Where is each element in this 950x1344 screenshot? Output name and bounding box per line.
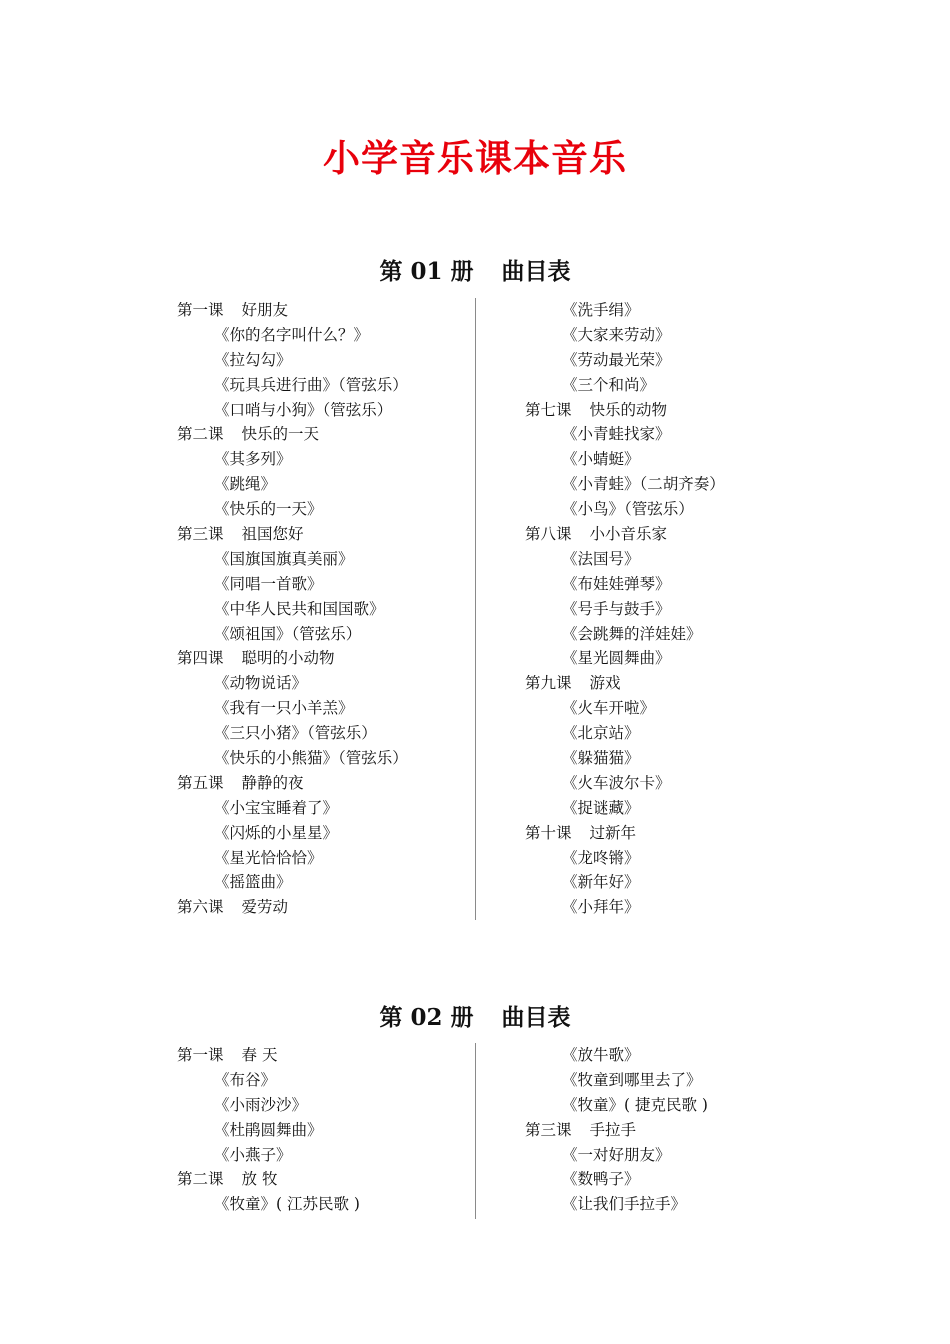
song-title: 《同唱一首歌》 xyxy=(214,574,323,593)
volume-subtitle: 曲目表 xyxy=(501,1004,571,1031)
lesson-heading xyxy=(177,422,408,447)
song-title: 《小雨沙沙》 xyxy=(214,1095,308,1114)
song-title: 《一对好朋友》 xyxy=(562,1145,671,1164)
lesson-number: 第五课 xyxy=(177,773,224,792)
lesson-title: 游戏 xyxy=(589,674,621,693)
song-title: 《牧童》( 捷克民歌 ) xyxy=(562,1095,708,1114)
song-title: 《三个和尚》 xyxy=(562,375,656,394)
volume-subtitle: 曲目表 xyxy=(501,258,571,285)
song-title: 《快乐的小熊猫》（管弦乐） xyxy=(214,749,408,768)
lesson-number: 第三课 xyxy=(525,1120,572,1139)
song-title: 《劳动最光荣》 xyxy=(562,350,671,369)
lesson-title: 春 天 xyxy=(241,1046,278,1064)
song-title: 《火车波尔卡》 xyxy=(562,773,671,792)
volume-label: 第 02 册 xyxy=(379,1004,474,1031)
song-title: 《国旗国旗真美丽》 xyxy=(214,549,354,568)
lesson-heading xyxy=(525,671,725,696)
volume-heading xyxy=(0,253,950,286)
song-title: 《玩具兵进行曲》（管弦乐） xyxy=(214,375,408,394)
lesson-title: 快乐的动物 xyxy=(589,400,668,419)
song-title: 《动物说话》 xyxy=(214,674,308,693)
song-title: 《火车开啦》 xyxy=(562,699,656,718)
song-list-right xyxy=(525,1043,708,1217)
song-title: 《口哨与小狗》（管弦乐） xyxy=(214,400,393,419)
lesson-number: 第二课 xyxy=(177,1170,224,1189)
song-title: 《中华人民共和国国歌》 xyxy=(214,599,385,618)
song-title: 《躲猫猫》 xyxy=(562,749,640,768)
song-title: 《捉谜藏》 xyxy=(562,798,640,817)
song-title: 《小蜻蜓》 xyxy=(562,450,640,469)
song-title: 《布谷》 xyxy=(214,1070,277,1089)
song-title: 《洗手绢》 xyxy=(562,301,640,319)
lesson-title: 爱劳动 xyxy=(241,898,289,917)
song-title: 《小青蛙》（二胡齐奏） xyxy=(562,475,725,494)
song-title: 《星光圆舞曲》 xyxy=(562,649,671,668)
lesson-heading xyxy=(177,1043,360,1068)
column-divider xyxy=(475,298,476,920)
lesson-number: 第七课 xyxy=(525,400,572,419)
lesson-heading xyxy=(525,821,725,846)
lesson-heading xyxy=(177,771,408,796)
song-title: 《小拜年》 xyxy=(562,898,640,917)
lesson-heading xyxy=(525,398,725,423)
lesson-heading xyxy=(177,646,408,671)
lesson-number: 第八课 xyxy=(525,525,572,544)
song-title: 《小青蛙找家》 xyxy=(562,425,671,444)
song-title: 《让我们手拉手》 xyxy=(562,1195,687,1214)
lesson-title: 过新年 xyxy=(589,823,637,842)
song-title: 《其多列》 xyxy=(214,450,292,469)
song-title: 《摇篮曲》 xyxy=(214,873,292,892)
lesson-heading xyxy=(525,522,725,547)
song-title: 《拉勾勾》 xyxy=(214,350,292,369)
song-list-left xyxy=(177,298,408,920)
lesson-number: 第四课 xyxy=(177,649,224,668)
song-title: 《小鸟》（管弦乐） xyxy=(562,500,694,519)
song-title: 《布娃娃弹琴》 xyxy=(562,574,671,593)
song-title: 《北京站》 xyxy=(562,724,640,743)
song-title: 《闪烁的小星星》 xyxy=(214,823,339,842)
song-title: 《牧童》( 江苏民歌 ) xyxy=(214,1195,360,1214)
song-title: 《号手与鼓手》 xyxy=(562,599,671,618)
song-title: 《数鸭子》 xyxy=(562,1170,640,1189)
song-title: 《法国号》 xyxy=(562,549,640,568)
song-title: 《放牛歌》 xyxy=(562,1046,640,1064)
song-title: 《牧童到哪里去了》 xyxy=(562,1070,702,1089)
song-title: 《大家来劳动》 xyxy=(562,325,671,344)
column-divider xyxy=(475,1043,476,1219)
song-title: 《杜鹃圆舞曲》 xyxy=(214,1120,323,1139)
song-title: 《新年好》 xyxy=(562,873,640,892)
lesson-heading xyxy=(177,522,408,547)
lesson-title: 手拉手 xyxy=(589,1120,637,1139)
song-list-right xyxy=(525,298,725,920)
lesson-heading xyxy=(177,298,408,323)
song-title: 《颂祖国》（管弦乐） xyxy=(214,624,362,643)
lesson-number: 第九课 xyxy=(525,674,572,693)
lesson-heading xyxy=(525,1118,708,1143)
song-title: 《龙咚锵》 xyxy=(562,848,640,867)
lesson-title: 放 牧 xyxy=(241,1170,278,1189)
song-title: 《星光恰恰恰》 xyxy=(214,848,323,867)
lesson-number: 第一课 xyxy=(177,301,224,319)
song-title: 《快乐的一天》 xyxy=(214,500,323,519)
lesson-title: 好朋友 xyxy=(241,301,289,319)
song-list-left xyxy=(177,1043,360,1217)
lesson-number: 第三课 xyxy=(177,525,224,544)
song-title: 《会跳舞的洋娃娃》 xyxy=(562,624,702,643)
song-title: 《小宝宝睡着了》 xyxy=(214,798,339,817)
song-title: 《跳绳》 xyxy=(214,475,277,494)
lesson-title: 快乐的一天 xyxy=(241,425,320,444)
volume-label: 第 01 册 xyxy=(379,258,474,285)
lesson-number: 第十课 xyxy=(525,823,572,842)
song-title: 《三只小猪》（管弦乐） xyxy=(214,724,377,743)
lesson-number: 第六课 xyxy=(177,898,224,917)
volume-heading xyxy=(0,999,950,1032)
song-title: 《我有一只小羊羔》 xyxy=(214,699,354,718)
lesson-title: 祖国您好 xyxy=(241,525,304,544)
lesson-number: 第一课 xyxy=(177,1046,224,1064)
song-title: 《小燕子》 xyxy=(214,1145,292,1164)
page-title: 小学音乐课本音乐 xyxy=(323,136,627,180)
song-title: 《你的名字叫什么？》 xyxy=(214,325,370,344)
lesson-heading xyxy=(177,1167,360,1192)
lesson-number: 第二课 xyxy=(177,425,224,444)
lesson-heading xyxy=(177,895,408,920)
lesson-title: 聪明的小动物 xyxy=(241,649,335,668)
lesson-title: 静静的夜 xyxy=(241,773,304,792)
lesson-title: 小小音乐家 xyxy=(589,525,668,544)
